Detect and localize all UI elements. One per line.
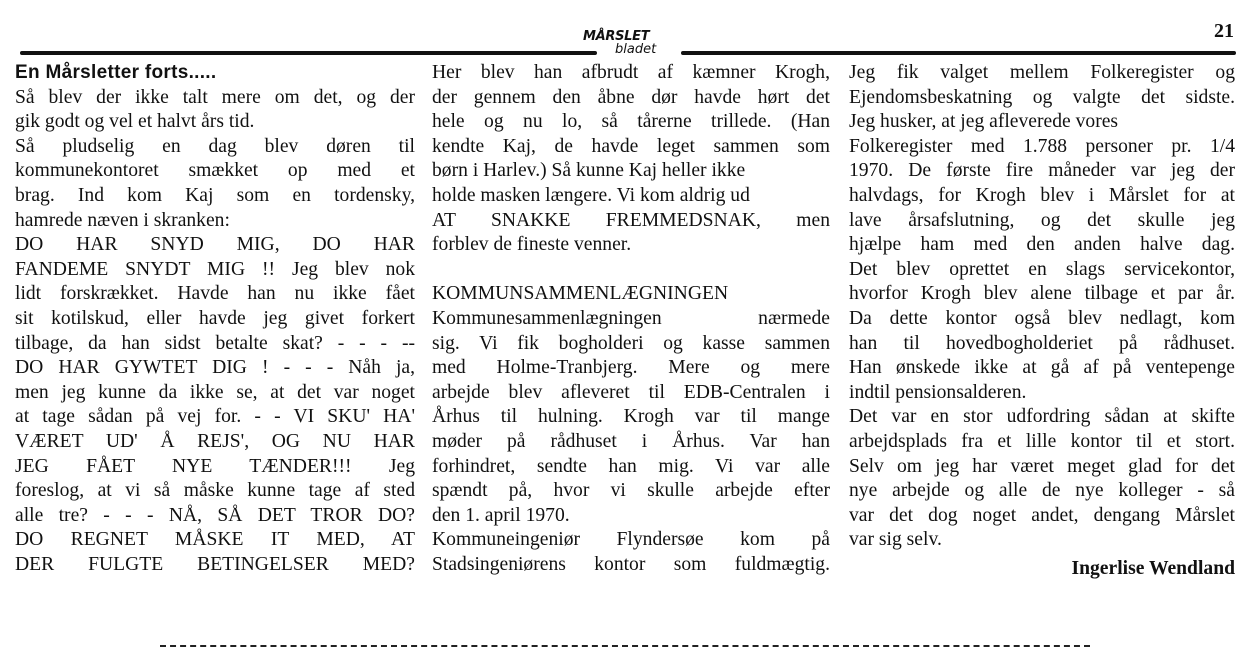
text-line: sig. Vi fik bogholderi og kasse sammen — [432, 332, 830, 354]
text-line: arbejde blev afleveret til EDB-Centralen i — [432, 381, 830, 403]
text-line: VÆRET UD' Å REJS', OG NU HAR — [15, 430, 415, 452]
text-line: DO HAR GYWTET DIG ! - - - Nåh ja, — [15, 357, 415, 379]
text-line: Det blev oprettet en slags servicekontor, — [849, 258, 1235, 280]
text-line: indtil pensionsalderen. — [849, 381, 1027, 403]
text-line: Stadsingeniørens kontor som fuldmægtig. — [432, 553, 830, 575]
text-line: at tage sådan på vej for. - - VI SKU' HA' — [15, 406, 415, 428]
text-line: Det var en stor udfordring sådan at skifte — [849, 406, 1235, 428]
text-line: 1970. De første fire måneder var jeg der — [849, 160, 1235, 182]
text-line: brag. Ind kom Kaj som en tordensky, — [15, 184, 415, 206]
text-line: Århus til hulning. Krogh var til mange — [432, 406, 830, 428]
text-line: hjælpe ham med den anden halve dag. — [849, 234, 1235, 256]
text-line: var sig selv. — [849, 529, 942, 551]
text-line: men jeg kunne da ikke se, at det var noget — [15, 381, 415, 403]
text-line: børn i Harlev.) Så kunne Kaj heller ikke — [432, 160, 746, 182]
text-line: nye arbejde og alle de nye kolleger - så — [849, 480, 1235, 502]
text-line: Så pludselig en dag blev døren til — [15, 135, 415, 157]
text-line: der gennem den åbne dør havde hørt det — [432, 86, 830, 108]
text-line: forhindret, sendte han mig. Vi var alle — [432, 455, 830, 477]
text-line: Jeg fik valget mellem Folkeregister og — [849, 62, 1235, 83]
text-line: den 1. april 1970. — [432, 504, 570, 526]
text-line: med Holme-Tranbjerg. Mere og mere — [432, 357, 830, 379]
text-line: kendte Kaj, de havde leget sammen som — [432, 135, 830, 157]
blank-line — [432, 258, 830, 283]
text-line: lidt forskrækket. Havde han nu ikke fået — [15, 283, 415, 305]
text-line: hele og nu lo, så tårerne trillede. (Han — [432, 111, 830, 133]
text-line: AT SNAKKE FREMMEDSNAK, men — [432, 209, 830, 231]
article-column-1 — [15, 61, 415, 577]
text-line: Han ønskede ikke at gå af på ventepenge — [849, 357, 1235, 379]
text-line: DER FULGTE BETINGELSER MED? — [15, 553, 415, 575]
text-line: han til hovedbogholderiet på rådhuset. — [849, 332, 1235, 354]
logo-title: MÅRSLET — [583, 29, 650, 44]
section-heading: KOMMUNSAMMENLÆGNINGEN — [432, 283, 729, 305]
author-signature: Ingerlise Wendland — [1071, 557, 1235, 579]
text-line: Da dette kontor også blev nedlagt, kom — [849, 307, 1235, 329]
text-line: Jeg husker, at jeg afleverede vores — [849, 111, 1119, 133]
text-line: Kommunesammenlægningen nærmede — [432, 307, 830, 329]
text-line: arbejdsplads fra et lille kontor til et stort. — [849, 430, 1235, 452]
text-line: DO HAR SNYD MIG, DO HAR — [15, 234, 415, 256]
text-line: tilbage, da han sidst betalte skat? - - - -- — [15, 332, 415, 354]
article-column-2 — [432, 61, 830, 577]
text-line: Folkeregister med 1.788 personer pr. 1/4 — [849, 135, 1235, 157]
text-line: gik godt og vel et halvt års tid. — [15, 111, 255, 133]
text-line: halvdags, for Krogh blev i Mårslet for at — [849, 184, 1235, 206]
text-line: kommunekontoret smækket op med et — [15, 160, 415, 182]
text-line: Ejendomsbeskatning og valgte det sidste. — [849, 86, 1235, 108]
page-number: 21 — [1214, 20, 1234, 42]
article-column-3 — [849, 61, 1235, 581]
header-rule-right — [681, 51, 1236, 55]
text-line: spændt på, hvor vi skulle arbejde efter — [432, 480, 830, 502]
text-line: FANDEME SNYDT MIG !! Jeg blev nok — [15, 258, 415, 280]
text-line: foreslog, at vi så måske kunne tage af sted — [15, 480, 415, 502]
header-rule-left — [20, 51, 597, 55]
text-line: DO REGNET MÅSKE IT MED, AT — [15, 529, 415, 551]
logo-subtitle: bladet — [615, 42, 657, 57]
text-line: Kommuneingeniør Flyndersøe kom på — [432, 529, 830, 551]
text-line: Her blev han afbrudt af kæmner Krogh, — [432, 62, 830, 83]
section-separator — [160, 645, 1090, 647]
text-line: hvorfor Krogh blev alene tilbage et par år. — [849, 283, 1235, 305]
article-heading: En Mårsletter forts..... — [15, 62, 217, 83]
text-line: lave årsafslutning, og det skulle jeg — [849, 209, 1235, 231]
text-line: alle tre? - - - NÅ, SÅ DET TROR DO? — [15, 504, 415, 526]
text-line: sit kotilskud, eller havde jeg givet forkert — [15, 307, 415, 329]
text-line: hamrede næven i skranken: — [15, 209, 230, 231]
text-line: JEG FÅET NYE TÆNDER!!! Jeg — [15, 455, 415, 477]
text-line: holde masken længere. Vi kom aldrig ud — [432, 184, 750, 206]
text-line: var det dog noget andet, dengang Mårslet — [849, 504, 1235, 526]
text-line: møder på rådhuset i Århus. Var han — [432, 430, 830, 452]
text-line: Selv om jeg har været meget glad for det — [849, 455, 1235, 477]
text-line: Så blev der ikke talt mere om det, og der — [15, 86, 415, 108]
text-line: forblev de fineste venner. — [432, 234, 632, 256]
